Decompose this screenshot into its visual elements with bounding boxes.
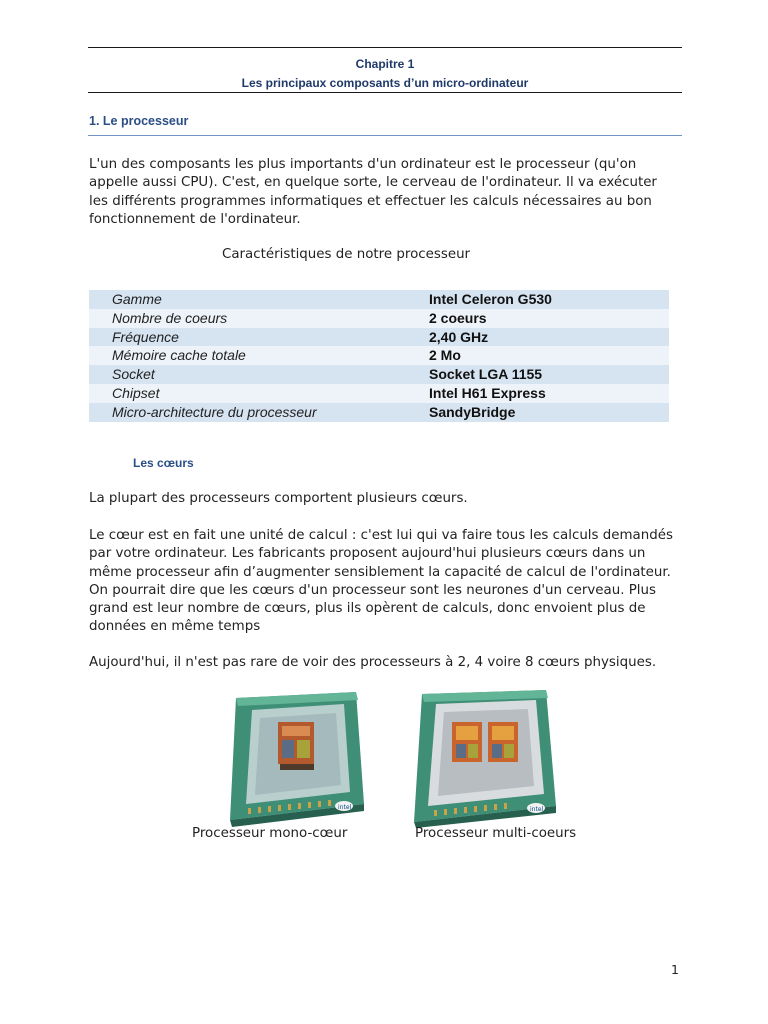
- spec-key: Gamme: [89, 290, 429, 309]
- processor-spec-table: [89, 290, 669, 422]
- spec-value: SandyBridge: [429, 403, 669, 422]
- spec-value: Intel H61 Express: [429, 384, 669, 403]
- spec-key: Socket: [89, 365, 429, 384]
- spec-key: Micro-architecture du processeur: [89, 403, 429, 422]
- header-top-rule: [88, 47, 682, 48]
- section-heading-rule: [88, 135, 682, 136]
- table-caption: Caractéristiques de notre processeur: [222, 247, 471, 262]
- mono-core-processor-image: [208, 688, 368, 828]
- page-number: 1: [671, 962, 679, 977]
- spec-key: Chipset: [89, 384, 429, 403]
- spec-value: 2 Mo: [429, 346, 669, 365]
- table-row: [89, 309, 669, 328]
- cores-paragraph-2: Le cœur est en fait une unité de calcul : c'est lui qui va faire tous les calculs demandés par votre ordinateur. Les fabricants proposent aujourd'hui plusieurs cœurs dans un même processeur afin d’augmenter sensiblement la capacité de calcul de l'ordinateur. On pourrait dire que les cœurs d'un processeur sont les neurones d'un cerveau. Plus grand est leur nombre de cœurs, plus ils opèrent de calculs, donc envoient plus de données en même temps: [89, 528, 673, 635]
- table-row: [89, 290, 669, 309]
- spec-value: Intel Celeron G530: [429, 290, 669, 309]
- spec-value: 2,40 GHz: [429, 328, 669, 347]
- spec-value: Socket LGA 1155: [429, 365, 669, 384]
- spec-key: Fréquence: [89, 328, 429, 347]
- cores-paragraph-1: La plupart des processeurs comportent plusieurs cœurs.: [89, 491, 468, 506]
- brand-label: intel: [338, 804, 352, 811]
- intro-paragraph: L'un des composants les plus importants d'un ordinateur est le processeur (qu'on appelle aussi CPU). C'est, en quelque sorte, le cerveau de l'ordinateur. Il va exécuter les différents programmes informatiques et effectuer les calculs nécessaires au bon fonctionnement de l'ordinateur.: [89, 157, 657, 227]
- multi-core-processor-image: [400, 688, 560, 828]
- table-row: [89, 403, 669, 422]
- table-row: [89, 328, 669, 347]
- spec-key: Nombre de coeurs: [89, 309, 429, 328]
- table-row: [89, 384, 669, 403]
- cores-heading: Les cœurs: [133, 456, 194, 470]
- mono-core-caption: Processeur mono-cœur: [192, 826, 348, 841]
- table-row: [89, 365, 669, 384]
- spec-key: Mémoire cache totale: [89, 346, 429, 365]
- section-heading: 1. Le processeur: [89, 114, 189, 128]
- chapter-subtitle: Les principaux composants d’un micro-ordinateur: [241, 76, 529, 90]
- header-bottom-rule: [88, 92, 682, 93]
- brand-label: intel: [530, 806, 544, 813]
- spec-value: 2 coeurs: [429, 309, 669, 328]
- chapter-title: Chapitre 1: [355, 57, 415, 71]
- table-row: [89, 346, 669, 365]
- multi-core-caption: Processeur multi-coeurs: [415, 826, 577, 841]
- cores-paragraph-3: Aujourd'hui, il n'est pas rare de voir des processeurs à 2, 4 voire 8 cœurs physiques.: [89, 655, 657, 670]
